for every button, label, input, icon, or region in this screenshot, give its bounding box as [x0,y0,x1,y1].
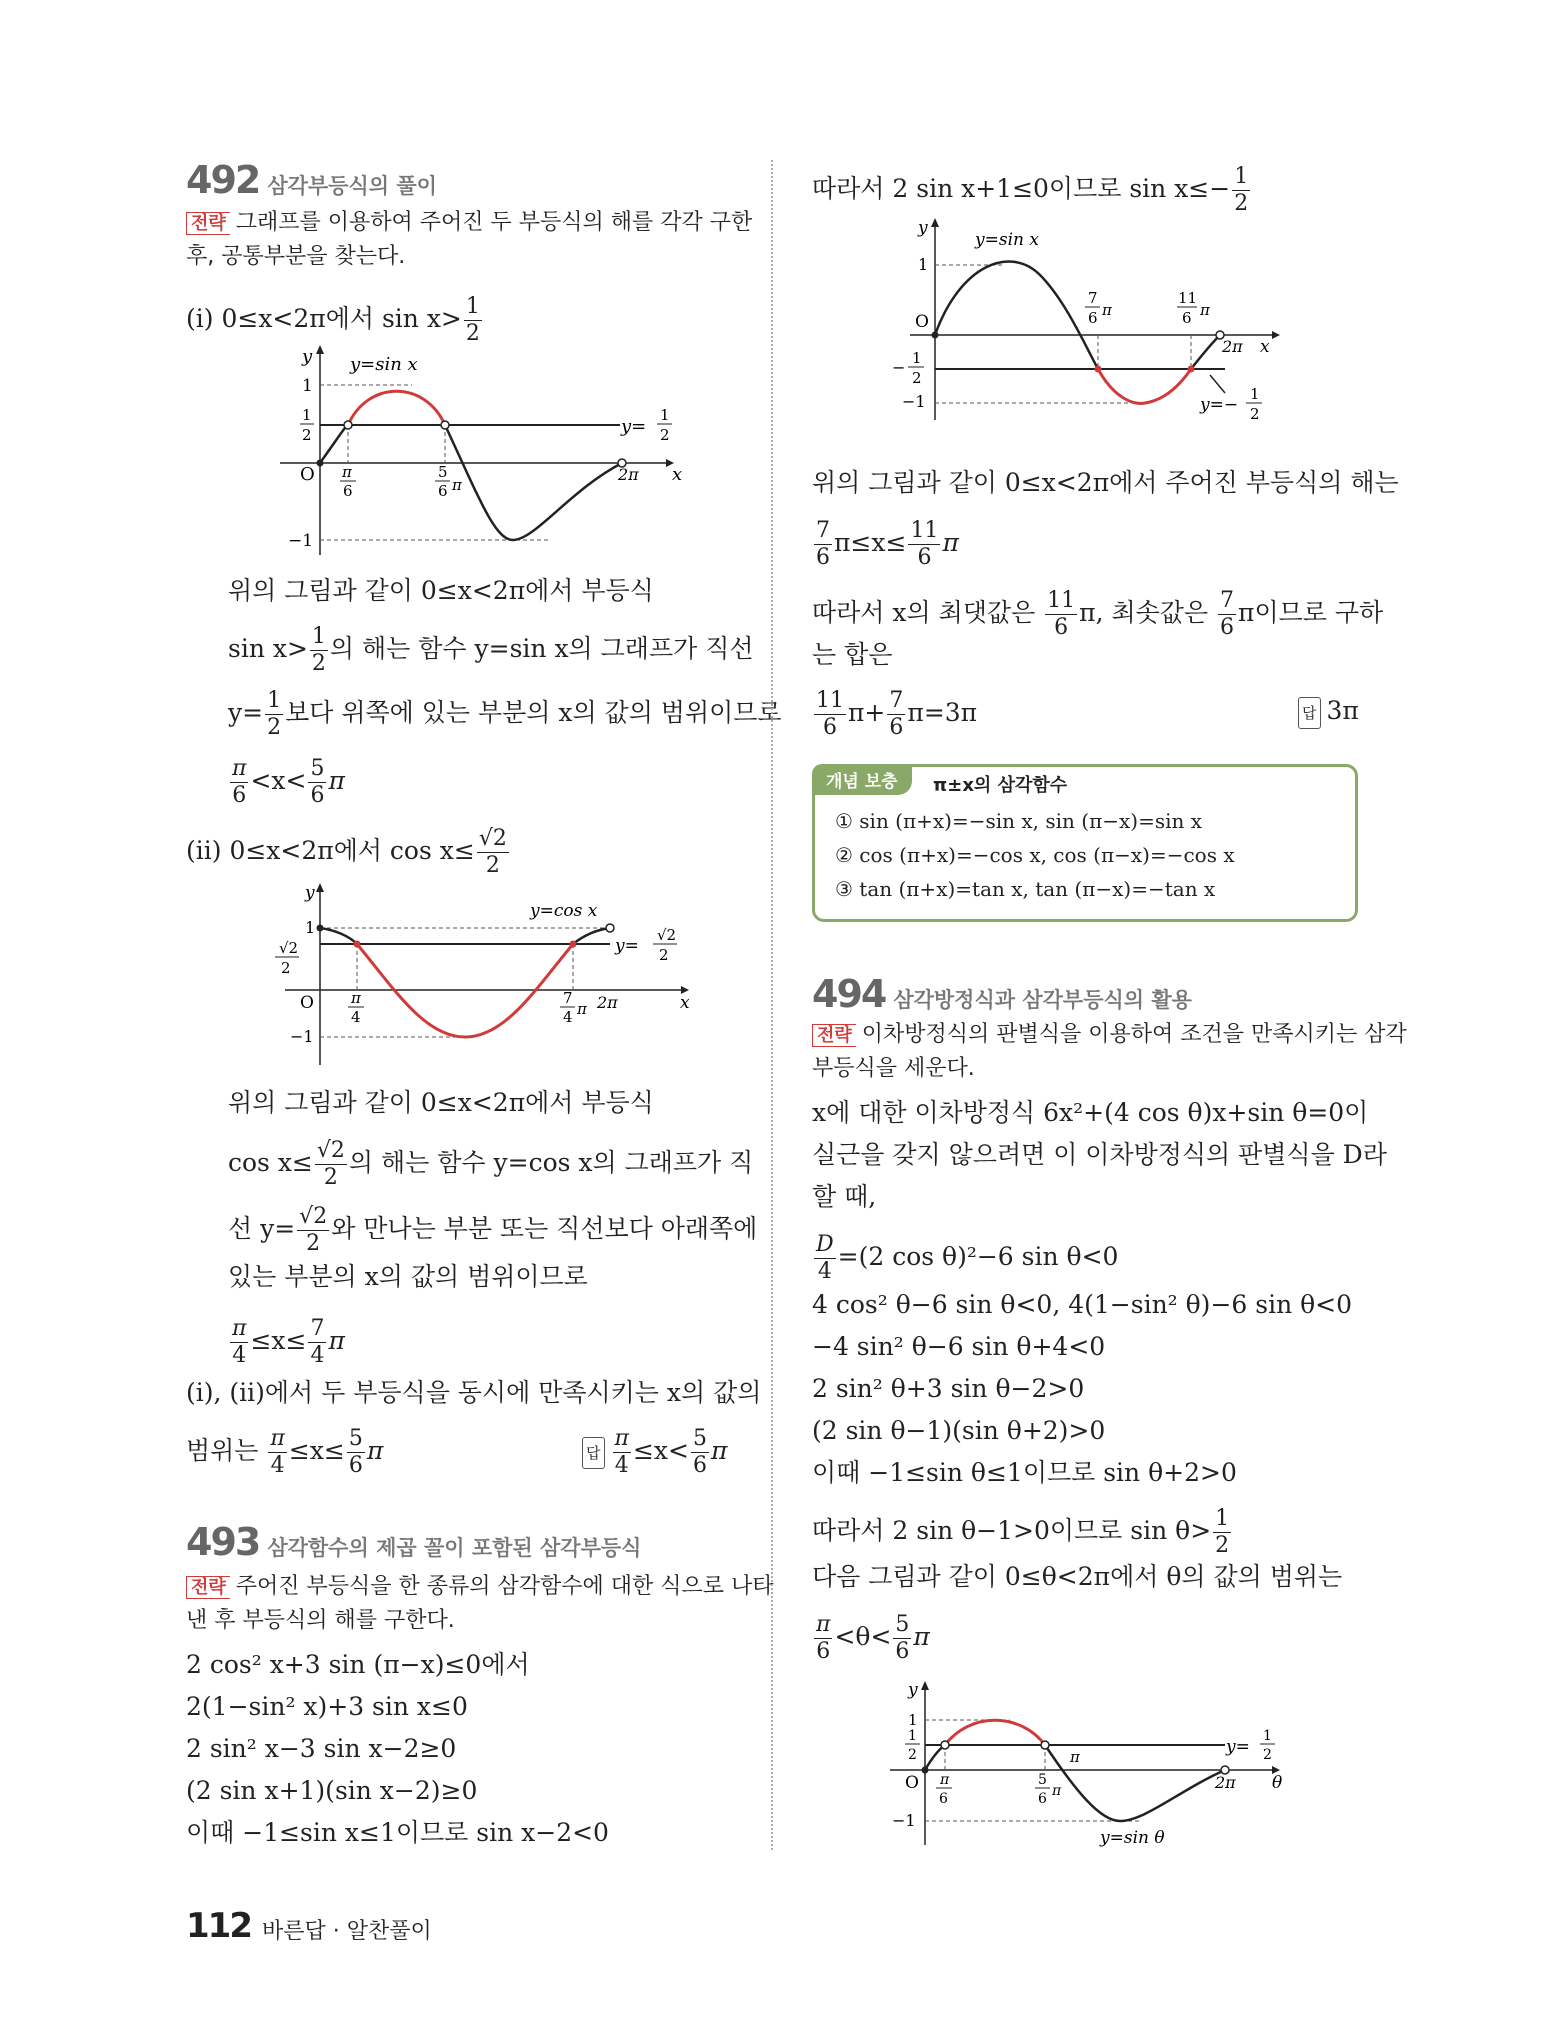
svg-text:y=: y= [1226,1737,1250,1757]
strategy-line-2: 후, 공통부분을 찾는다. [186,244,406,269]
svg-text:1: 1 [302,406,312,424]
eq-494-3: −4 sin² θ−6 sin θ+4<0 [812,1332,1106,1361]
svg-text:π: π [1052,1783,1062,1799]
problem-title: 삼각함수의 제곱 꼴이 포함된 삼각부등식 [267,1536,642,1560]
svg-text:1: 1 [908,1728,917,1744]
eq-494-6: 이때 −1≤sin θ≤1이므로 sin θ+2>0 [812,1458,1237,1487]
explain-i-3: y= $\frac{1}{2}$ 보다 위쪽에 있는 부분의 x의 값의 범위이므로 [228,688,782,740]
text-494-2: 실근을 갖지 않으려면 이 이차방정식의 판별식을 D라 [812,1140,1387,1169]
text-493-3: 따라서 x의 최댓값은 $\frac{11}{6}$ π, 최솟값은 $\frac{7}{6}$ π이므로 구하 [812,588,1384,640]
svg-text:1: 1 [1263,1728,1272,1744]
concept-line: ① sin (π+x)=−sin x, sin (π−x)=sin x [835,809,1203,833]
svg-text:−1: −1 [892,1811,916,1830]
svg-text:√2: √2 [279,939,299,957]
eq-line-493-6: 따라서 2 sin x+1≤0이므로 sin x≤− $\frac{1}{2}$ [812,164,1249,216]
problem-493-header [186,1520,641,1564]
result-i: $\frac{\pi}{6}$ <x< $\frac{5}{6}$ π [232,756,345,808]
graph-sin-neg-half [890,215,1290,430]
text-493-1: 위의 그림과 같이 0≤x<2π에서 주어진 부등식의 해는 [812,468,1399,497]
result-494: $\frac{\pi}{6}$ <θ< $\frac{5}{6}$ π [816,1612,930,1664]
eq-line: (2 sin x+1)(sin x−2)≥0 [186,1776,478,1805]
strategy-line: 전략 주어진 부등식을 한 종류의 삼각함수에 대한 식으로 나타 [186,1570,774,1605]
svg-text:5: 5 [438,463,448,481]
svg-text:6: 6 [939,1791,948,1807]
svg-text:2π: 2π [597,993,618,1012]
svg-text:y=: y= [621,416,647,437]
svg-text:O: O [300,993,314,1013]
svg-text:1: 1 [302,376,313,396]
problem-494-header [812,972,1192,1016]
conclusion-2: 범위는 $\frac{\pi}{4}$ ≤x≤ $\frac{5}{6}$ π [186,1426,384,1478]
svg-text:√2: √2 [657,926,677,944]
concept-title: π±x의 삼각함수 [933,775,1068,796]
text-493-5: $\frac{11}{6}$ π+ $\frac{7}{6}$ π=3π [816,688,978,740]
strategy-tag: 전략 [186,1576,230,1599]
explain-ii-4: 있는 부분의 x의 값의 범위이므로 [228,1262,588,1291]
svg-text:6: 6 [1182,309,1192,327]
svg-text:2: 2 [302,426,312,444]
explain-ii-1: 위의 그림과 같이 0≤x<2π에서 부등식 [228,1088,654,1117]
svg-text:4: 4 [563,1008,573,1026]
footer-title: 바른답 · 알찬풀이 [262,1919,432,1944]
svg-text:−1: −1 [902,392,926,411]
eq-494-4: 2 sin² θ+3 sin θ−2>0 [812,1374,1085,1403]
problem-number: 494 [812,972,886,1016]
answer-493: 답 3π [1298,696,1359,729]
answer-mark: 답 [1298,697,1321,729]
strategy-line-2: 낸 후 부등식의 해를 구한다. [186,1608,455,1633]
problem-number: 493 [186,1520,260,1564]
svg-text:6: 6 [343,482,353,500]
svg-text:π: π [452,476,462,494]
case-label: (i) [186,304,214,333]
svg-text:y: y [918,218,928,238]
eq-494-2: 4 cos² θ−6 sin θ<0, 4(1−sin² θ)−6 sin θ<0 [812,1290,1353,1319]
svg-text:2: 2 [1263,1747,1272,1763]
svg-text:y=: y= [615,936,639,956]
strategy-text: 그래프를 이용하여 주어진 두 부등식의 해를 각각 구한 [235,210,753,235]
svg-text:7: 7 [563,989,573,1007]
svg-text:y: y [302,346,313,367]
svg-text:O: O [905,1773,919,1793]
eq-line: 이때 −1≤sin x≤1이므로 sin x−2<0 [186,1818,609,1847]
text-493-4: 는 합은 [812,640,893,669]
conclusion-1: (i), (ii)에서 두 부등식을 동시에 만족시키는 x의 값의 [186,1378,762,1407]
svg-text:1: 1 [1250,385,1260,403]
explain-ii-3: 선 y= $\frac{√2}{2}$ 와 만나는 부분 또는 직선보다 아래쪽에 [228,1204,758,1256]
svg-text:y=−: y=− [1200,395,1239,415]
svg-text:2: 2 [281,959,291,977]
concept-line: ② cos (π+x)=−cos x, cos (π−x)=−cos x [835,843,1235,867]
svg-text:2π: 2π [1222,337,1243,356]
graph-cos-root2 [265,880,705,1070]
svg-text:O: O [915,312,929,332]
eq-line: 2 cos² x+3 sin (π−x)≤0에서 [186,1650,530,1679]
svg-text:2π: 2π [1215,1773,1236,1792]
eq-line: 2(1−sin² x)+3 sin x≤0 [186,1692,468,1721]
svg-text:6: 6 [1088,309,1098,327]
svg-text:1: 1 [305,918,316,937]
svg-text:y=sin θ: y=sin θ [1100,1828,1165,1848]
svg-text:π: π [1102,301,1112,319]
problem-number: 492 [186,158,260,202]
strategy-tag: 전략 [186,212,230,235]
svg-text:2: 2 [908,1747,917,1763]
svg-text:2: 2 [912,369,922,387]
answer-mark: 답 [582,1437,605,1469]
graph-sin-half [280,340,690,560]
eq-494-1: $\frac{D}{4}$ =(2 cos θ)²−6 sin θ<0 [816,1232,1119,1284]
explain-ii-2: cos x≤ $\frac{√2}{2}$ 의 해는 함수 y=cos x의 그래프가 직 [228,1138,754,1190]
concept-box [812,764,1358,922]
strategy-line-2: 부등식을 세운다. [812,1056,975,1081]
svg-text:θ: θ [1272,1773,1283,1793]
svg-text:π: π [940,1772,950,1788]
svg-text:1: 1 [908,1711,918,1729]
svg-text:−: − [892,358,906,377]
text-493-2: $\frac{7}{6}$ π≤x≤ $\frac{11}{6}$ π [816,518,959,570]
svg-text:7: 7 [1088,289,1098,307]
svg-text:6: 6 [1038,1791,1047,1807]
graph-sin-theta [880,1680,1300,1855]
explain-i-1: 위의 그림과 같이 0≤x<2π에서 부등식 [228,576,654,605]
svg-text:π: π [577,1000,587,1018]
svg-text:y: y [908,1680,918,1700]
page-number: 112 [186,1906,251,1946]
svg-text:2: 2 [660,426,670,444]
svg-text:1: 1 [660,406,670,424]
svg-text:π: π [342,463,352,481]
svg-text:6: 6 [438,482,448,500]
case-i [186,296,484,345]
svg-text:O: O [300,464,315,485]
svg-text:1: 1 [918,255,929,274]
svg-text:x: x [1260,337,1270,357]
svg-text:5: 5 [1038,1772,1047,1788]
text-494-3: 할 때, [812,1182,877,1211]
svg-text:π: π [351,989,361,1007]
svg-text:π: π [1200,301,1210,319]
svg-text:x: x [672,464,683,485]
svg-text:1: 1 [912,349,922,367]
strategy-line [186,206,752,241]
svg-text:x: x [680,993,690,1013]
text-494-1: x에 대한 이차방정식 6x²+(4 cos θ)x+sin θ=0이 [812,1098,1369,1127]
strategy-line: 전략 이차방정식의 판별식을 이용하여 조건을 만족시키는 삼각 [812,1018,1407,1053]
eq-494-7: 따라서 2 sin θ−1>0이므로 sin θ> $\frac{1}{2}$ [812,1506,1230,1558]
case-ii: (ii) 0≤x<2π에서 cos x≤ $\frac{√2}{2}$ [186,826,507,878]
svg-text:y=sin x: y=sin x [975,230,1039,250]
eq-line: 2 sin² x−3 sin x−2≥0 [186,1734,457,1763]
eq-494-5: (2 sin θ−1)(sin θ+2)>0 [812,1416,1106,1445]
problem-title: 삼각방정식과 삼각부등식의 활용 [893,988,1192,1012]
svg-text:2: 2 [659,946,669,964]
problem-492-header [186,158,437,202]
text-494-4: 다음 그림과 같이 0≤θ<2π에서 θ의 값의 범위는 [812,1562,1343,1591]
explain-i-2: sin x> $\frac{1}{2}$ 의 해는 함수 y=sin x의 그래프가 직선 [228,624,754,676]
svg-text:−1: −1 [290,1027,314,1046]
svg-text:y=cos x: y=cos x [530,901,598,921]
fraction: $\frac{1}{2}$ [465,294,480,346]
svg-text:−1: −1 [288,531,314,551]
strategy-tag: 전략 [812,1024,856,1047]
svg-text:π: π [1070,1748,1080,1766]
problem-title: 삼각부등식의 풀이 [267,174,437,198]
svg-text:2π: 2π [618,465,639,484]
column-divider [771,160,773,1850]
svg-text:2: 2 [1250,405,1260,423]
concept-tab: 개념 보충 [812,764,912,795]
svg-text:y=sin x: y=sin x [350,354,418,375]
case-text: 0≤x<2π에서 sin x> [221,304,462,333]
svg-text:y: y [305,883,315,903]
answer-492: 답 $\frac{\pi}{4}$ ≤x< $\frac{5}{6}$ π [582,1428,727,1477]
svg-text:11: 11 [1178,289,1198,307]
concept-line: ③ tan (π+x)=tan x, tan (π−x)=−tan x [835,877,1216,901]
svg-text:4: 4 [351,1008,361,1026]
result-ii: $\frac{\pi}{4}$ ≤x≤ $\frac{7}{4}$ π [232,1316,345,1368]
